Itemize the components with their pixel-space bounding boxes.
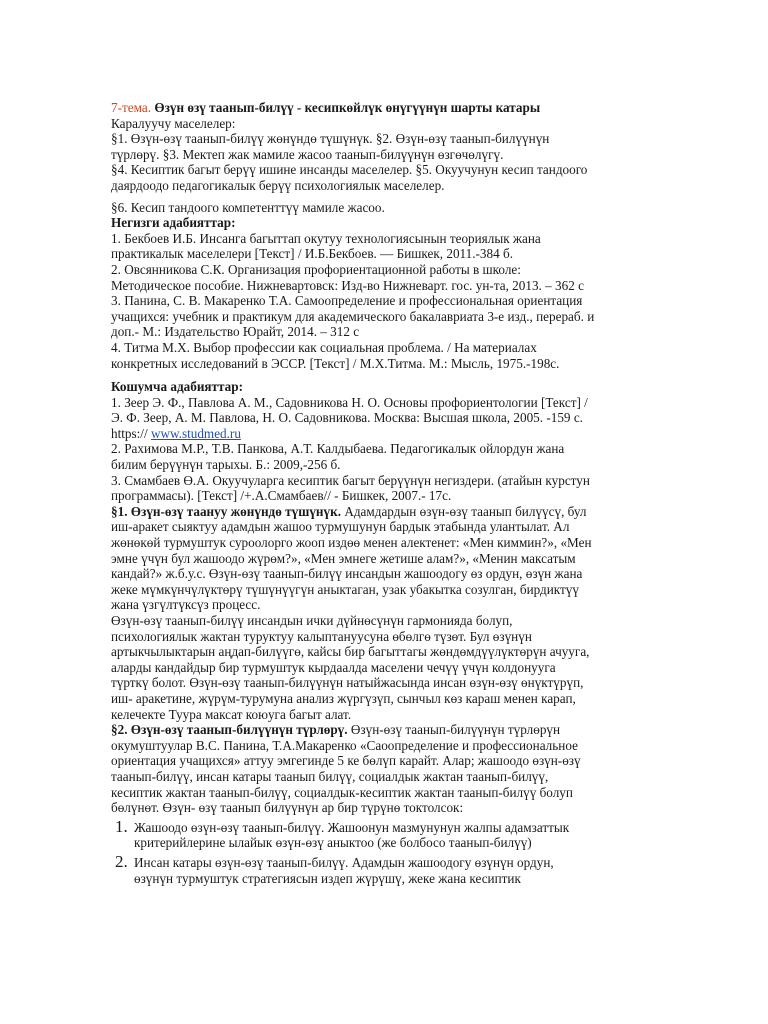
list-item: [111, 816, 595, 851]
section-2-paragraph: [111, 722, 595, 816]
question-line-2: §4. Кесиптик багыт берүү ишине инсанды маселелер. §5. Окуучунун кесип тандоого даярдоодо педагогикалык берүү психологиялык маселелер.: [111, 162, 588, 193]
list-item-text: Жашоодо өзүн-өзү таанып-билүү. Жашоонун мазмунунун жалпы адамзаттык критерийлерине ылайык өзүн-өзү аныктоо (же болбосо таанып-билүү): [134, 819, 570, 851]
list-item-text: Инсан катары өзүн-өзү таанып-билүү. Адамдын жашоодогу өзүнүн ордун, өзүнүн турмуштук стратегиясын издеп жүрүшү, жеке жана кесиптик: [134, 854, 554, 886]
topic-title: Өзүн өзү таанып-билүү - кесипкөйлүк өнүгүүнүн шарты катары: [154, 100, 541, 115]
extra-lit-item-3: 3. Смамбаев Ө.А. Окуучуларга кесиптик багыт берүүнүн негиздери. (атайын курстун программасы). [Текст] /+.А.Смамбаев// - Бишкек, 2007.- 17с.: [111, 472, 590, 504]
extra-lit-item-1-text: 1. Зеер Э. Ф., Павлова А. М., Садовникова Н. О. Основы профориентологии [Текст] / Э. Ф. Зеер, А. М. Павлова, Н. О. Садовникова. Москва: Высшая школа, 2005. -159 с. https://: [111, 394, 588, 441]
list-item: [111, 851, 595, 886]
list-number: 1.: [115, 816, 128, 836]
section-1-paragraph-2: Өзүн-өзү таанып-билүү инсандын ички дүйнөсүнүн гармонияда болуп, психологиялык жактан туруктуу калыптануусуна өбөлгө түзөт. Бул өзүнүн артыкчылыктарын аңдап-билүүгө, кайсы бир багыттагы жөндөмдүүлүктөрүн ачууга, аларды кандайдыр бир турмуштук кырдаалда маселени чечүү үчүн колдонууга түрткү болот. Өзүн-өзү таанып-билүүнүн натыйжасында инсан өзүн-өзү өнүктүрүп, иш- аракетине, жүрүм-турумуна анализ жүргүзүп, сынчыл көз караш менен карап, келечекте Туура максат коюуга багыт алат.: [111, 613, 590, 722]
section-1-paragraph: [111, 504, 595, 613]
main-literature-heading: Негизги адабияттар:: [111, 215, 236, 231]
extra-lit-item-1: [111, 395, 595, 442]
main-lit-item-1: 1. Бекбоев И.Б. Инсанга багыттап окутуу технологиясынын теориялык жана практикалык маселелери [Текст] / И.Б.Бекбоев. — Бишкек, 2011.-384 б.: [111, 230, 541, 262]
list-number: 2.: [115, 851, 128, 871]
section-1-text: Адамдардын өзүн-өзү таанып билүүсү, бул иш-аракет сыяктуу адамдын жашоо турмушунун бардык этабында улантылат. Ал жөнөкөй турмуштук суроолорго жооп издөө менен алектенет: «Мен киммин?», «Мен эмне үчүн бул жашоодо жүрөм?», «Мен эмнеге жетише алам?», «Менин максатым кандай?» ж.б.у.с. Өзүн-өзү таанып-билүү инсандын жашоодогу өз ордун, өзүн жана жеке мүмкүнчүлүктөрү түшүнүүгүн аныктаган, узак убакытка созулган, бирдиктүү жана үзгүлтүксүз процесс.: [111, 503, 592, 613]
section-2-title: §2. Өзүн-өзү таанып-билүүнүн түрлөрү.: [111, 722, 348, 738]
topic-heading: [111, 100, 595, 116]
question-line-1: §1. Өзүн-өзү таанып-билүү жөнүндө түшүнүк. §2. Өзүн-өзү таанып-билүүнүн түрлөрү. §3. Мектеп жак мамиле жасоо таанып-билүүнүн өзгөчөлүгү.: [111, 131, 550, 162]
section-1-title: §1. Өзүн-өзү таануу жөнүндө түшүнүк.: [111, 503, 342, 519]
main-lit-item-2: 2. Овсянникова С.К. Организация профориентационной работы в школе: Методическое пособие. Нижневартовск: Изд-во Нижневарт. гос. ун-та, 2013. – 362 с: [111, 261, 584, 293]
question-line-3: §6. Кесип тандоого компетенттүү мамиле жасоо.: [111, 199, 385, 215]
topic-number: 7-тема.: [111, 100, 152, 115]
studmed-link[interactable]: www.studmed.ru: [150, 425, 241, 441]
questions-heading: Каралуучу маселелер:: [111, 115, 236, 131]
document-body: [111, 100, 595, 886]
extra-literature-heading: Кошумча адабияттар:: [111, 379, 243, 395]
main-lit-item-4: 4. Титма М.Х. Выбор профессии как социальная проблема. / На материалах конкретных исследований в ЭССР. [Текст] / М.Х.Титма. М.: Мысль, 1975.-198с.: [111, 339, 560, 371]
section-2-text: Өзүн-өзү таанып-билүүнүн түрлөрүн окумуштуулар В.С. Панина, Т.А.Макаренко «Саоопределение и профессиональное ориентация учащихся» аттуу эмгегинде 5 ке бөлүп карайт. Алар; жашоодо өзүн-өзү таанып-билүү, инсан катары таанып билүү, социалдык жактан таанып-билүү, кесиптик жактан таанып-билүү, социалдык-кесиптик жактан таанып-билүү болуп бөлүнөт. Өзүн- өзү таанып билүүнүн ар бир түрүнө токтолсок:: [111, 722, 581, 816]
main-lit-item-3: 3. Панина, С. В. Макаренко Т.А. Самоопределение и профессиональная ориентация учащихся: учебник и практикум для академического бакалавриата 3-е изд., перераб. и доп.- М.: Издательство Юрайт, 2014. – 312 с: [111, 293, 595, 340]
extra-lit-item-2: 2. Рахимова М.Р., Т.В. Панкова, А.Т. Калдыбаева. Педагогикалык ойлордун жана билим берүүнүн тарыхы. Б.: 2009,-256 б.: [111, 441, 565, 473]
